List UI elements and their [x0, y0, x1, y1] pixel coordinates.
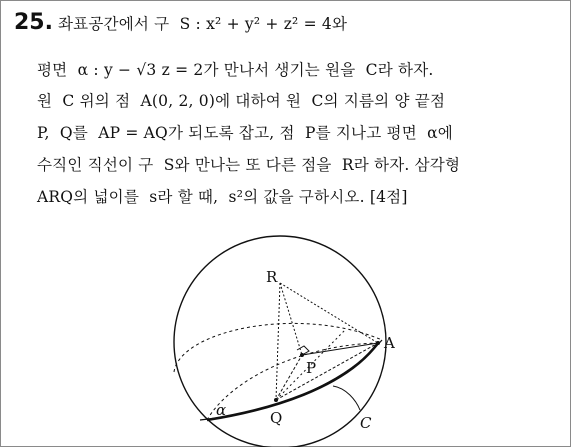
- point-Q: [274, 398, 278, 402]
- c-leader-line: [333, 386, 360, 410]
- label-alpha: α: [216, 401, 227, 419]
- plane-alpha-front: [200, 340, 382, 420]
- circle-c-arc: [207, 343, 378, 420]
- line-RA: [280, 283, 378, 343]
- line-RQ: [276, 283, 280, 400]
- label-A: A: [384, 334, 395, 352]
- problem-line-6: ARQ의 넓이를 s라 할 때, s²의 값을 구하시오. [4점]: [37, 188, 408, 206]
- problem-line-5: 수직인 직선이 구 S와 만나는 또 다른 점을 R라 하자. 삼각형: [37, 156, 461, 174]
- point-P: [300, 353, 304, 357]
- label-C: C: [360, 414, 372, 432]
- line-RP: [280, 283, 302, 355]
- problem-line-1: 좌표공간에서 구 S : x² + y² + z² = 4와: [58, 15, 348, 33]
- line-PA: [302, 343, 378, 355]
- circle-c-back: [207, 343, 378, 420]
- point-A: [376, 341, 380, 345]
- problem-line-4: P, Q를 AP = AQ가 되도록 잡고, 점 P를 지나고 평면 α에: [37, 124, 453, 142]
- label-Q: Q: [270, 409, 283, 427]
- problem-line-3: 원 C 위의 점 A(0, 2, 0)에 대하여 원 C의 지름의 양 끝점: [37, 92, 446, 110]
- question-number: 25.: [14, 10, 53, 35]
- problem-line-2: 평면 α : y − √3 z = 2가 만나서 생기는 원을 C라 하자.: [37, 61, 434, 79]
- label-P: P: [306, 359, 317, 377]
- label-R: R: [266, 268, 278, 286]
